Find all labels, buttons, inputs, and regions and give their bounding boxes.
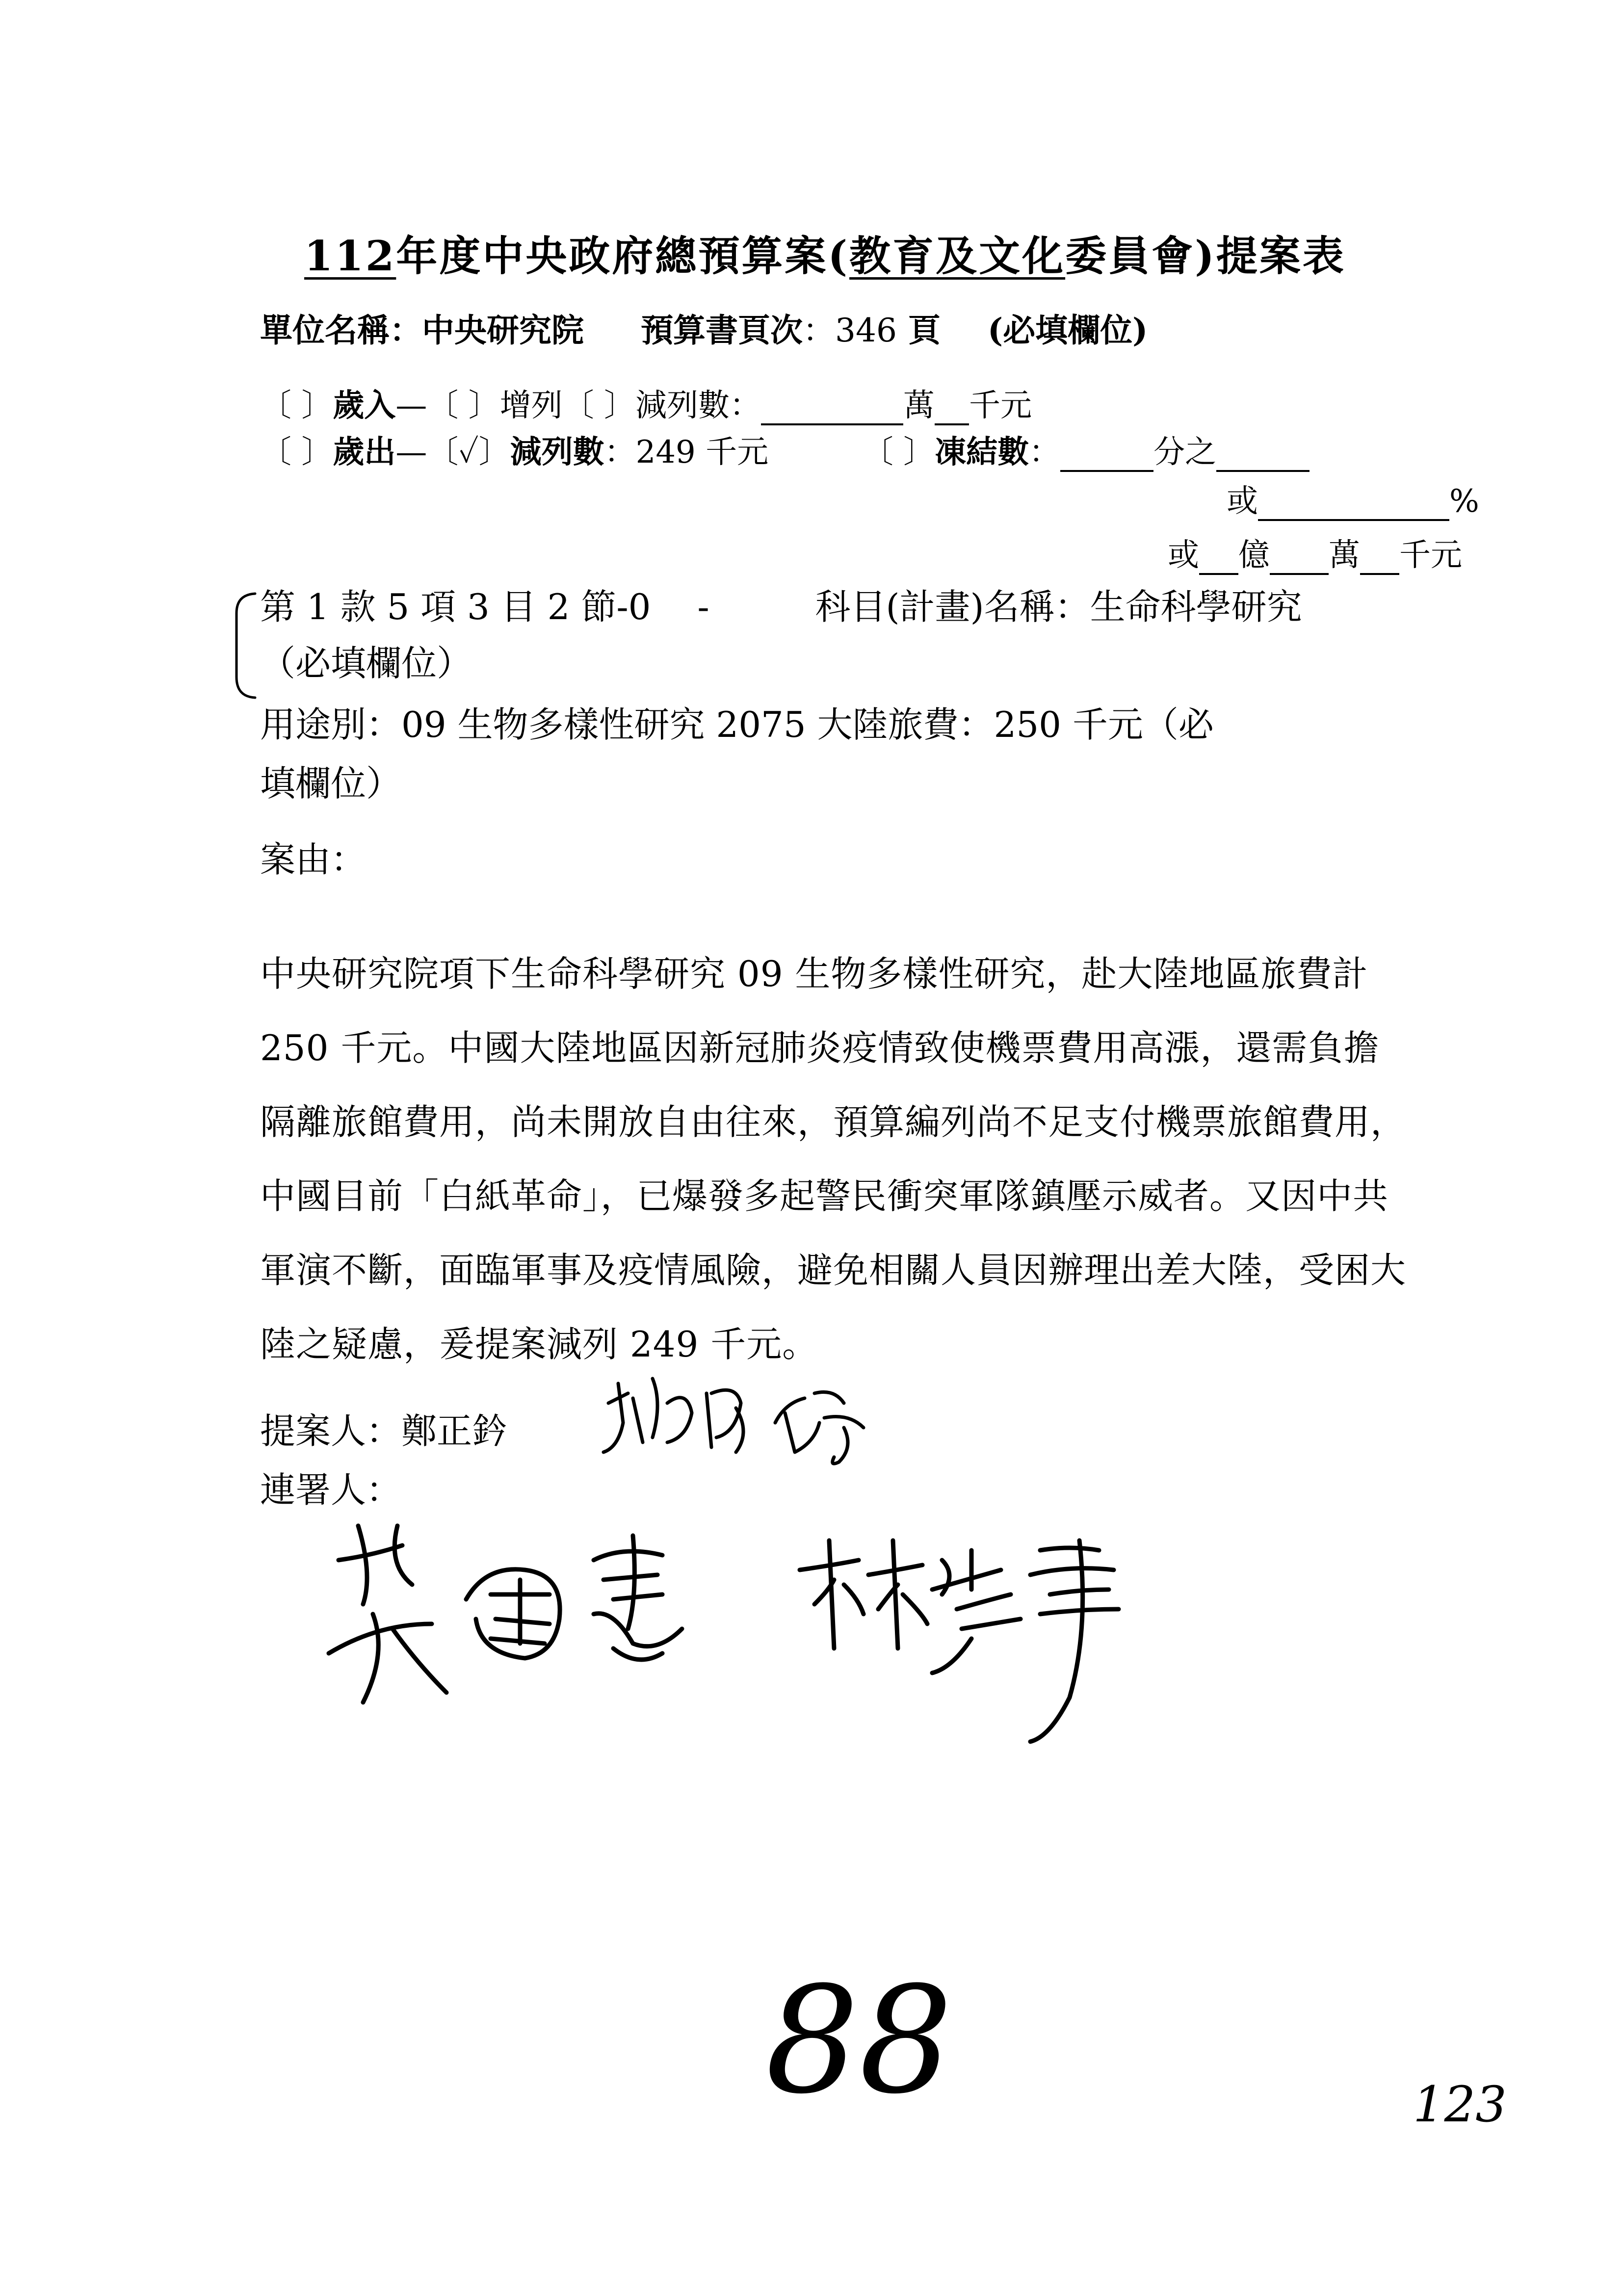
page-value: ：346	[802, 312, 897, 349]
title-pre: 年度中央政府總預算案(	[396, 232, 850, 280]
form-title	[304, 223, 1346, 283]
freeze-numerator-blank	[1216, 439, 1310, 472]
expense-line	[260, 427, 1310, 472]
expense-checkbox: 〔 〕	[260, 434, 333, 470]
expense-label: 歲出	[333, 434, 396, 470]
wan-blank-2	[1270, 542, 1329, 575]
item-code: 第 1 款 5 項 3 目 2 節-0 -	[260, 586, 709, 627]
page-label: 預算書頁次	[640, 311, 803, 349]
or-amount-line	[1168, 530, 1462, 575]
freeze-label: 凍結數	[935, 434, 1029, 470]
reason-label: 案由：	[260, 839, 367, 880]
item-bracket	[231, 589, 260, 702]
percent-sign: %	[1449, 483, 1479, 520]
title-committee: 教育及文化	[849, 232, 1066, 280]
page-suffix: 頁	[908, 311, 941, 349]
unit-label: 單位名稱：中央研究院	[260, 311, 584, 349]
decrease-label: 減列數：	[635, 388, 761, 424]
or-label: 或	[1227, 483, 1258, 520]
wan-label-2: 萬	[1329, 537, 1360, 574]
wan-label: 萬	[903, 388, 935, 424]
or-label-2: 或	[1168, 537, 1199, 574]
increase-label: 增列	[499, 388, 563, 424]
freeze-checkbox: 〔 〕	[862, 434, 935, 470]
usage-line-1: 用途別：09 生物多樣性研究 2075 大陸旅費：250 千元（必	[260, 704, 1214, 745]
usage-line-2: 填欄位）	[260, 763, 402, 804]
revenue-checkbox: 〔 〕	[260, 388, 333, 424]
revenue-dash: —	[395, 388, 427, 424]
expense-dash: —	[395, 434, 427, 470]
qianyuan-label-2: 千元	[1399, 537, 1462, 574]
yi-blank	[1199, 542, 1238, 575]
revenue-line	[260, 380, 1032, 425]
item-required: （必填欄位）	[260, 643, 472, 684]
decrease-checkbox: 〔 〕	[562, 388, 636, 424]
or-percent-line	[1227, 476, 1479, 521]
qian-blank	[1360, 542, 1399, 575]
freeze-colon: ：	[1029, 434, 1061, 470]
percent-blank	[1258, 488, 1449, 521]
decrease-amount-blank	[761, 392, 903, 425]
reason-text: 中央研究院項下生命科學研究 09 生物多樣性研究，赴大陸地區旅費計 250 千元。中國大陸地區因新冠肺炎疫情致使機票費用高漲，還需負擔隔離旅館費用，尚未開放自由往來，預算編列尚不足支付機票旅館費用，中國目前「白紙革命」，已爆發多起警民衝突軍隊鎮壓示威者。又因中共軍演不斷，面臨軍事及疫情風險，避免相關人員因辦理出差大陸，受困大陸之疑慮，爰提案減列 249 千元。	[260, 953, 1407, 1365]
yi-label: 億	[1238, 537, 1270, 574]
fen-zhi-label: 分之	[1153, 434, 1217, 470]
proposer-label: 提案人：鄭正鈐	[260, 1410, 508, 1452]
wan-blank	[935, 392, 969, 425]
cosigner-signature-1	[319, 1506, 711, 1712]
item-name: 科目(計畫)名稱：生命科學研究	[815, 586, 1302, 627]
handwritten-corner-number: 123	[1413, 2076, 1507, 2133]
proposer-signature	[589, 1364, 883, 1477]
unit-line	[260, 304, 1148, 351]
expense-decrease-amount: ：249 千元	[604, 434, 769, 470]
increase-checkbox: 〔 〕	[427, 388, 500, 424]
revenue-label: 歲入	[333, 387, 396, 424]
title-year: 112	[304, 232, 396, 280]
item-code-line	[260, 581, 1302, 632]
decrease-checked-box: 〔✓〕	[427, 434, 510, 470]
expense-decrease-label: 減列數	[510, 434, 604, 470]
qianyuan-label: 千元	[969, 388, 1032, 424]
cosigner-signature-2	[795, 1531, 1138, 1751]
title-post: 委員會)提案表	[1065, 232, 1346, 280]
freeze-denominator-blank	[1060, 439, 1153, 472]
handwritten-page-number: 88	[765, 1955, 953, 2126]
required-label: (必填欄位)	[987, 311, 1148, 349]
cosigners-label: 連署人：	[260, 1469, 402, 1511]
